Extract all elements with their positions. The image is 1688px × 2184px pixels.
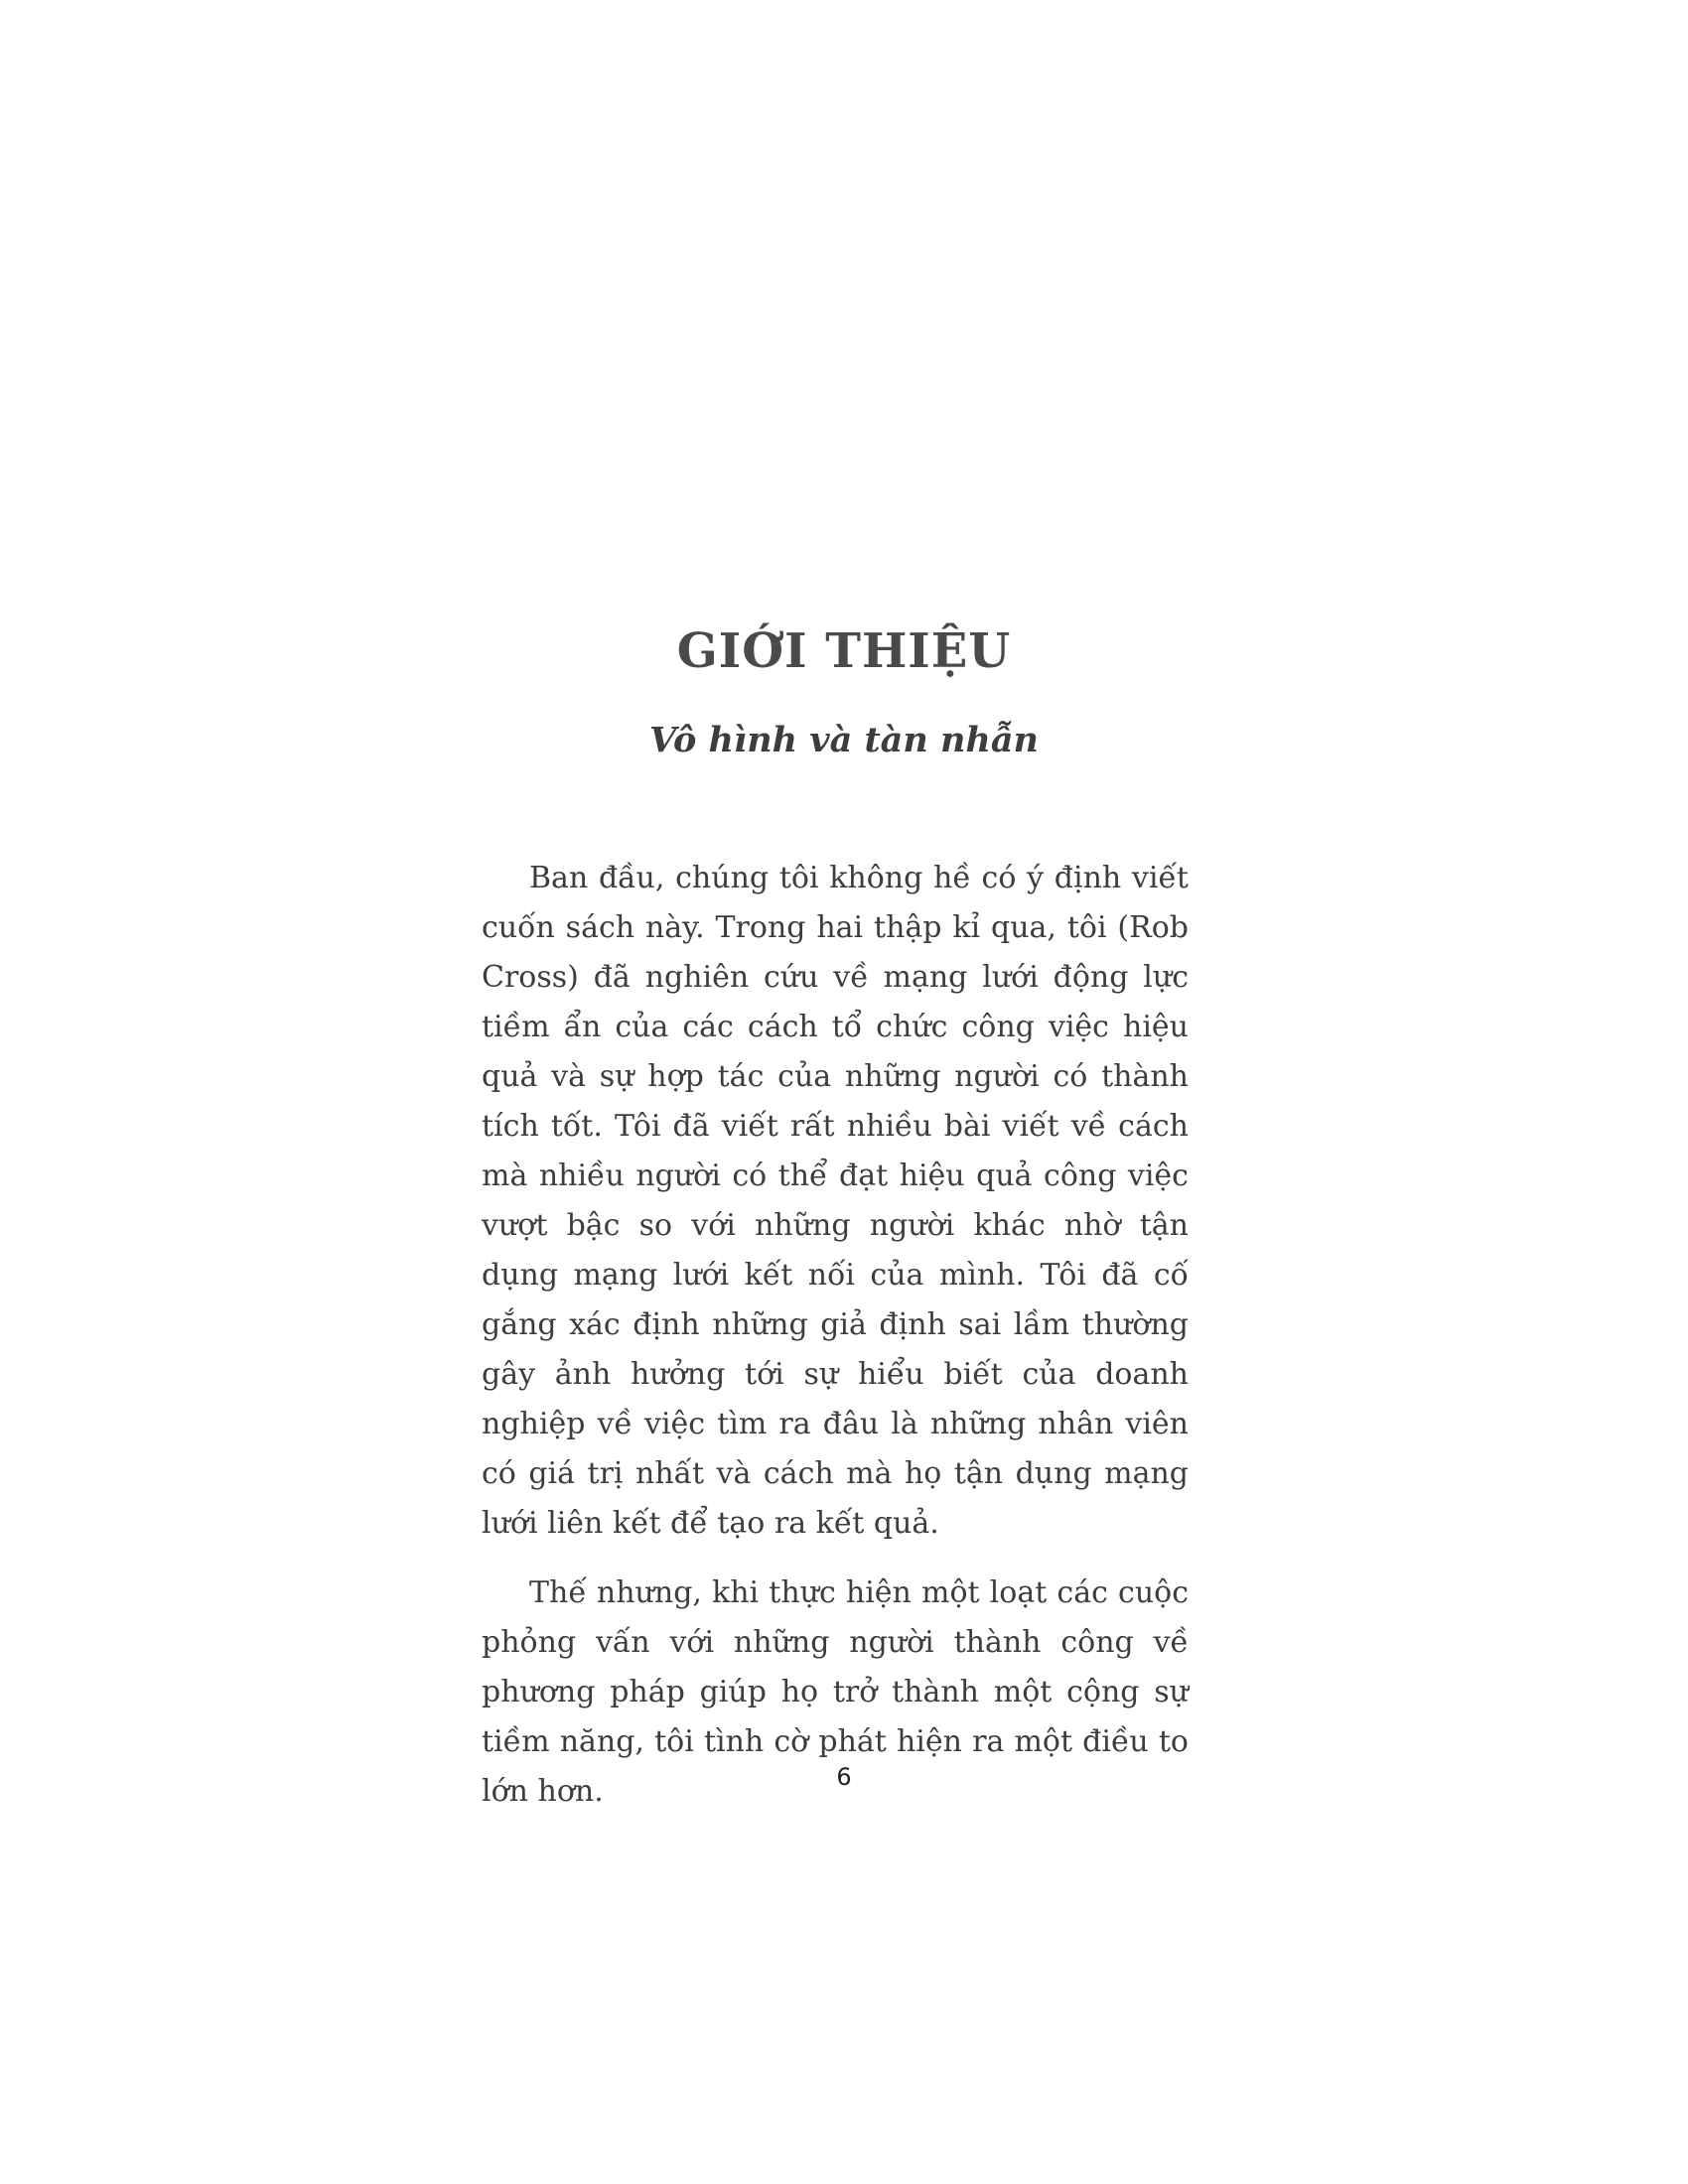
- paragraph: Thế nhưng, khi thực hiện một loạt các cuộc phỏng vấn với những người thành công về phương pháp giúp họ trở thành một cộng sự tiềm năng, tôi tình cờ phát hiện ra một điều to lớn hơn.: [482, 1575, 1189, 1809]
- body-text: [482, 854, 1189, 1837]
- chapter-subtitle: Vô hình và tàn nhẫn: [649, 720, 1039, 760]
- chapter-title: GIỚI THIỆU: [676, 623, 1012, 679]
- paragraph: Ban đầu, chúng tôi không hề có ý định viết cuốn sách này. Trong hai thập kỉ qua, tôi (Rob Cross) đã nghiên cứu về mạng lưới động lực tiềm ẩn của các cách tổ chức công việc hiệu quả và sự hợp tác của những người có thành tích tốt. Tôi đã viết rất nhiều bài viết về cách mà nhiều người có thể đạt hiệu quả công việc vượt bậc so với những người khác nhờ tận dụng mạng lưới kết nối của mình. Tôi đã cố gắng xác định những giả định sai lầm thường gây ảnh hưởng tới sự hiểu biết của doanh nghiệp về việc tìm ra đâu là những nhân viên có giá trị nhất và cách mà họ tận dụng mạng lưới liên kết để tạo ra kết quả.: [482, 861, 1189, 1541]
- page-number: 6: [836, 1763, 852, 1791]
